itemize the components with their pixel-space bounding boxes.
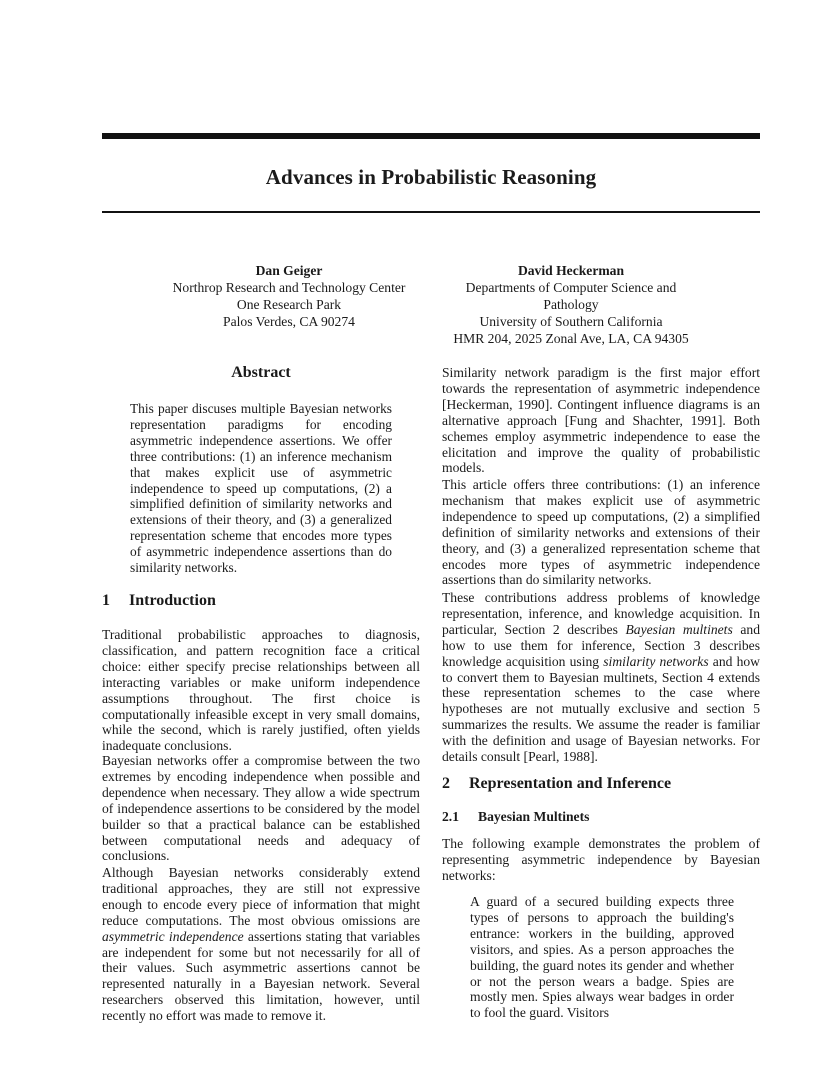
- author-block-2: [440, 262, 702, 347]
- right-paragraph-3: [442, 590, 760, 765]
- author-block-1: [150, 262, 428, 330]
- paragraph-text: The following example demonstrates the problem of representing asymmetric independence by Bayesian networks:: [442, 836, 760, 883]
- paragraph-text: [442, 590, 760, 765]
- intro-paragraph-3: [102, 865, 420, 1024]
- paragraph-text: Bayesian networks offer a compromise between the two extremes by encoding independence when possible and dependence when necessary. They allow a wide spectrum of independence assertions to be considered by the model builder so that a practical balance can be established between computational needs and adequacy of conclusions.: [102, 753, 420, 864]
- text-run: Although Bayesian networks considerably extend traditional approaches, they are still not expressive enough to encode every piece of information that might reduce computations. The most obvious omissions are: [102, 865, 420, 928]
- section-2-intro: [442, 836, 760, 884]
- paragraph-text: Similarity network paradigm is the first major effort towards the representation of asymmetric independence [Heckerman, 1990]. Contingent influence diagrams is an alternative approach [Fung and Shachter, 1991]. Both schemes employ asymmetric independence to ease the elicitation and improve the quality of probabilistic models.: [442, 365, 760, 476]
- text-run: assertions stating that variables are independent for some but not necessarily for all of their values. Such asymmetric assertions cannot be represented naturally in a Bayesian network. Several researchers observed this limitation, however, until recently no effort was made to remove it.: [102, 928, 420, 1024]
- intro-paragraph-1: [102, 627, 420, 754]
- paper-title: Advances in Probabilistic Reasoning: [265, 165, 597, 189]
- section-number: 1: [102, 592, 110, 609]
- text-run: and how to use them for inference, Section 3 describes knowledge acquisition using: [442, 621, 760, 669]
- paragraph-text: [102, 865, 420, 1024]
- author-affiliation-line: Northrop Research and Technology Center: [172, 280, 406, 295]
- section-1-heading: [102, 592, 216, 610]
- paragraph-text: Traditional probabilistic approaches to diagnosis, classification, and pattern recognition face a critical choice: either specify precise relationships between all interacting variables or make uniform independence assumptions throughout. The first choice is computationally infeasible except in very small domains, while the second, which is rarely justified, often yields inadequate conclusions.: [102, 627, 420, 754]
- text-run: and how to convert them to Bayesian multinets, Section 4 extends these representation schemes to the case where hypotheses are not mutually exclusive and section 5 summarizes the results. We assume the reader is familiar with the definition and usage of Bayesian networks. For details consult [Pearl, 1988].: [442, 653, 760, 765]
- title-rule-bottom: [102, 211, 760, 213]
- subsection-title: Bayesian Multinets: [478, 809, 590, 824]
- emphasis-text: asymmetric independence: [102, 928, 244, 944]
- abstract-heading: Abstract: [231, 364, 291, 381]
- title-rule-top: [102, 133, 760, 139]
- right-paragraph-1: [442, 365, 760, 476]
- text-run: These contributions address problems of knowledge representation, inference, and knowledge acquisition. In particular, Section 2 describes: [442, 590, 760, 637]
- section-number: 2: [442, 775, 450, 792]
- intro-paragraph-2: [102, 753, 420, 864]
- author-name: Dan Geiger: [255, 263, 323, 278]
- author-affiliation-line: Palos Verdes, CA 90274: [223, 314, 355, 329]
- paragraph-text: This article offers three contributions: (1) an inference mechanism that makes explicit use of asymmetric independence to speed up computations, (2) a simplified definition of similarity networks and extensions of their theory, and (3) a generalized representation scheme that encodes more types of asymmetric independence assertions than do similarity networks.: [442, 477, 760, 588]
- abstract-text: This paper discuses multiple Bayesian networks representation paradigms for encoding asymmetric independence assertions. We offer three contributions: (1) an inference mechanism that makes explicit use of asymmetric independence to speed up computations, (2) a simplified definition of similarity networks and extensions of their theory, and (3) a generalized representation scheme that encodes more types of asymmetric independence assertions than do similarity networks.: [130, 401, 392, 576]
- section-2-heading: [442, 775, 671, 793]
- example-quote: A guard of a secured building expects three types of persons to approach the building's entrance: workers in the building, approved visitors, and spies. As a person approaches the building, the guard notes its gender and whether or not the person wears a badge. Spies are mostly men. Spies always wear badges in order to fool the guard. Visitors: [470, 894, 734, 1021]
- author-name: David Heckerman: [517, 263, 625, 278]
- author-affiliation-line: University of Southern California: [479, 314, 663, 329]
- author-affiliation-line: HMR 204, 2025 Zonal Ave, LA, CA 94305: [453, 331, 689, 346]
- author-affiliation-line: One Research Park: [236, 297, 342, 312]
- subsection-number: 2.1: [442, 809, 459, 824]
- right-paragraph-2: [442, 477, 760, 588]
- section-title: Representation and Inference: [469, 775, 672, 792]
- emphasis-text: Bayesian multinets: [625, 621, 733, 637]
- author-affiliation-line: Departments of Computer Science and Pathology: [465, 280, 677, 312]
- subsection-2-1-heading: [442, 809, 589, 825]
- emphasis-text: similarity networks: [603, 653, 709, 669]
- section-title: Introduction: [129, 592, 216, 609]
